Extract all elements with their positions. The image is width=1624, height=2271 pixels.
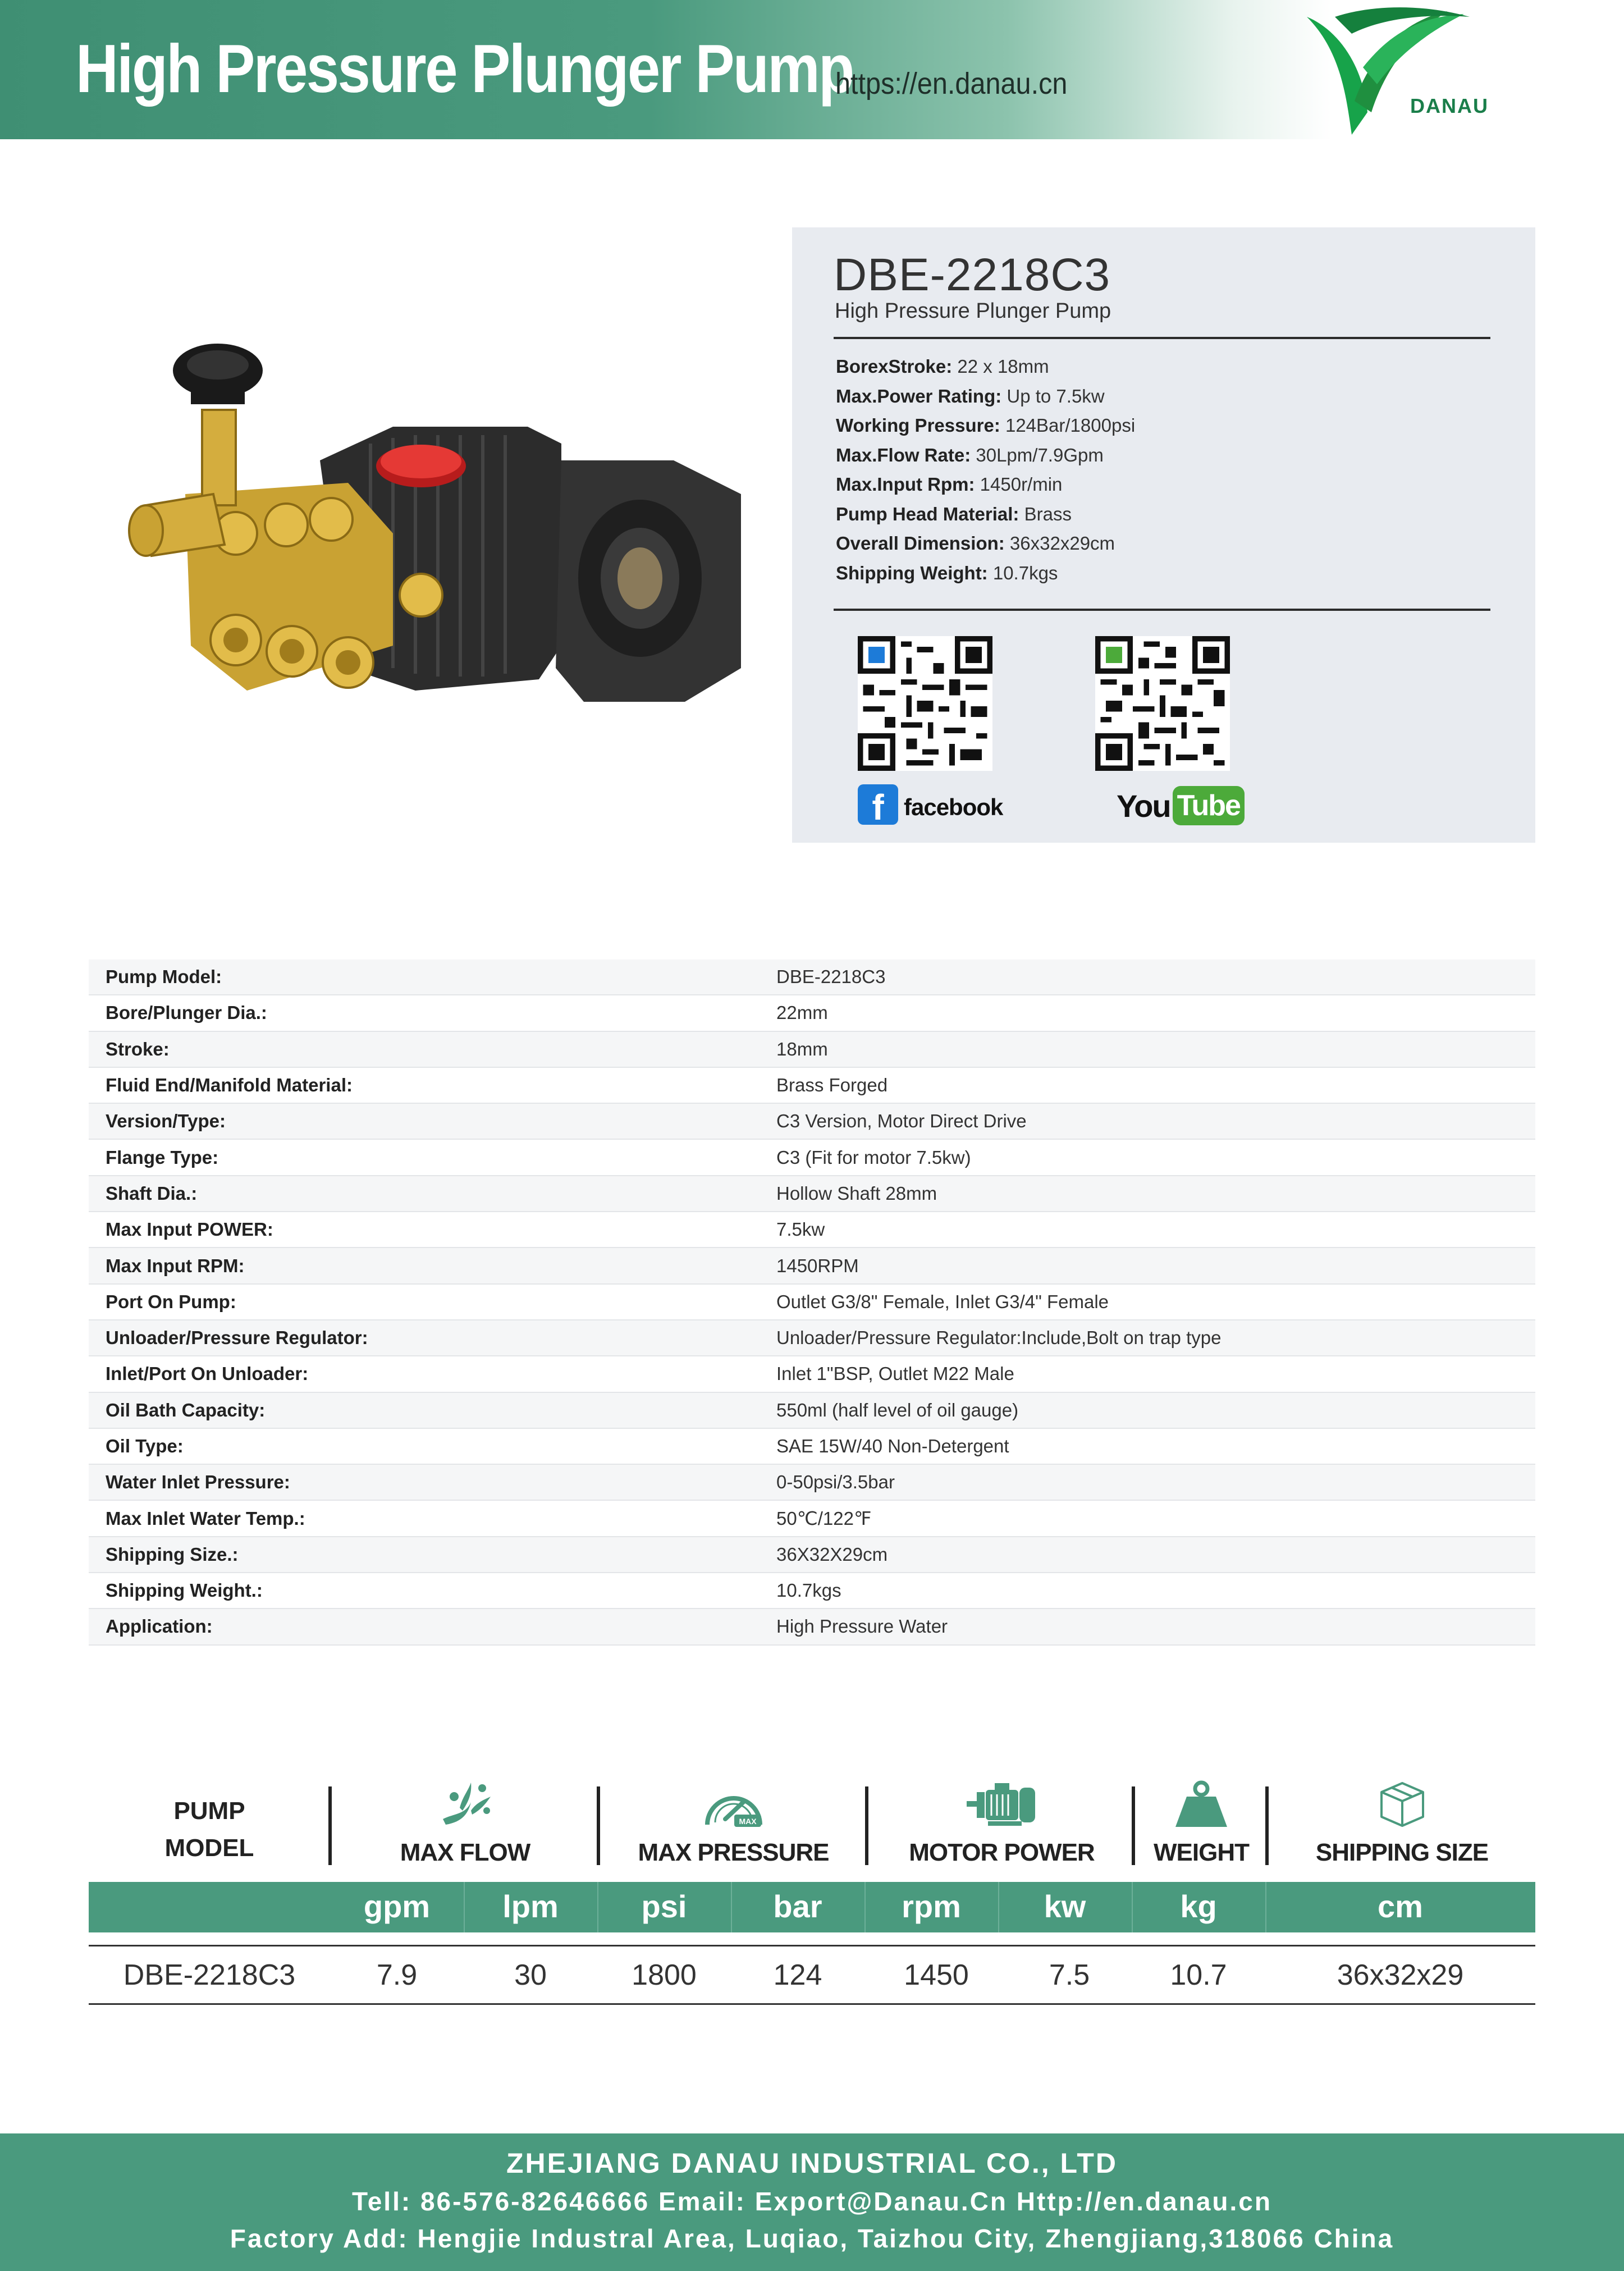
- divider: [834, 609, 1490, 611]
- factory-address: Factory Add: Hengjie Industral Area, Luqiao, Taizhou City, Zhengjiang,318066 China: [230, 2224, 1394, 2253]
- unit-psi: psi: [641, 1889, 687, 1924]
- model-subtitle: High Pressure Plunger Pump: [835, 299, 1111, 323]
- table-row: Shaft Dia.: Hollow Shaft 28mm: [89, 1176, 1535, 1212]
- table-row: Stroke: 18mm: [89, 1032, 1535, 1068]
- pump-photo: [79, 331, 752, 735]
- table-row: Unloader/Pressure Regulator: Unloader/Pressure Regulator:Include,Bolt on trap type: [89, 1320, 1535, 1356]
- table-row: Shipping Size.: 36X32X29cm: [89, 1537, 1535, 1573]
- youtube-link[interactable]: [1117, 783, 1245, 828]
- summary-kg: 10.7: [1170, 1959, 1227, 1991]
- page-title: High Pressure Plunger Pump: [76, 30, 853, 107]
- table-row: Pump Model: DBE-2218C3: [89, 959, 1535, 995]
- water-splash-icon: [437, 1780, 493, 1828]
- table-row: Water Inlet Pressure: 0-50psi/3.5bar: [89, 1465, 1535, 1501]
- table-row: Oil Bath Capacity: 550ml (half level of oil gauge): [89, 1393, 1535, 1429]
- logo-text: DANAU: [1410, 94, 1489, 117]
- unit-kg: kg: [1180, 1889, 1217, 1924]
- divider: [834, 337, 1490, 339]
- table-row: Inlet/Port On Unloader: Inlet 1"BSP, Outlet M22 Male: [89, 1356, 1535, 1392]
- youtube-qr-code[interactable]: [1095, 636, 1230, 771]
- pressure-gauge-icon: [703, 1780, 765, 1828]
- header-max-pressure: MAX MAX PRESSURE: [600, 1780, 867, 1867]
- unit-cm: cm: [1378, 1889, 1423, 1924]
- summary-psi: 1800: [632, 1959, 697, 1991]
- summary-rpm: 1450: [904, 1959, 969, 1991]
- table-row: Max Input POWER: 7.5kw: [89, 1212, 1535, 1248]
- facebook-link[interactable]: [858, 782, 1003, 827]
- unit-rpm: rpm: [902, 1889, 961, 1924]
- unit-bar: bar: [773, 1889, 822, 1924]
- table-row: Max Inlet Water Temp.: 50℃/122℉: [89, 1501, 1535, 1537]
- header-max-flow: MAX FLOW: [332, 1780, 598, 1867]
- summary-gpm: 7.9: [376, 1959, 418, 1991]
- summary-kw: 7.5: [1049, 1959, 1090, 1991]
- summary-bar: 124: [773, 1959, 822, 1991]
- contact-info: Tell: 86-576-82646666 Email: Export@Danau.Cn Http://en.danau.cn: [352, 2187, 1272, 2216]
- key-specs: [836, 352, 1481, 588]
- table-row: Fluid End/Manifold Material: Brass Forged: [89, 1068, 1535, 1104]
- spec-power: Max.Power Rating: Up to 7.5kw: [836, 385, 1105, 406]
- table-row: Flange Type: C3 (Fit for motor 7.5kw): [89, 1140, 1535, 1176]
- table-row: Oil Type: SAE 15W/40 Non-Detergent: [89, 1429, 1535, 1465]
- spec-dimension: Overall Dimension: 36x32x29cm: [836, 533, 1115, 554]
- summary-header: [89, 1780, 1535, 1875]
- unit-kw: kw: [1044, 1889, 1086, 1924]
- unit-lpm: lpm: [502, 1889, 559, 1924]
- table-row: Bore/Plunger Dia.: 22mm: [89, 995, 1535, 1031]
- youtube-logo-tube: Tube: [1173, 786, 1245, 825]
- facebook-icon: f: [858, 784, 898, 825]
- motor-icon: [966, 1780, 1039, 1828]
- table-row: Shipping Weight.: 10.7kgs: [89, 1573, 1535, 1609]
- units-bar: [89, 1882, 1535, 1932]
- summary-cm: 36x32x29: [1337, 1959, 1464, 1991]
- company-name: ZHEJIANG DANAU INDUSTRIAL CO., LTD: [506, 2147, 1118, 2179]
- package-box-icon: [1377, 1780, 1428, 1828]
- header-shipping-size: SHIPPING SIZE: [1269, 1780, 1535, 1867]
- weight-icon: [1173, 1780, 1229, 1828]
- facebook-qr-code[interactable]: [858, 636, 992, 771]
- summary-model: DBE-2218C3: [123, 1959, 296, 1991]
- youtube-logo-you: You: [1117, 788, 1170, 824]
- model-number: DBE-2218C3: [834, 249, 1111, 300]
- facebook-label: facebook: [904, 794, 1003, 820]
- table-row: Max Input RPM: 1450RPM: [89, 1248, 1535, 1284]
- header-pump-model: PUMP MODEL: [164, 1797, 254, 1862]
- spec-flow: Max.Flow Rate: 30Lpm/7.9Gpm: [836, 444, 1104, 465]
- spec-pressure: Working Pressure: 124Bar/1800psi: [836, 415, 1136, 436]
- unit-gpm: gpm: [363, 1889, 431, 1924]
- row-border: [89, 2003, 1535, 2005]
- table-row: Version/Type: C3 Version, Motor Direct Drive: [89, 1104, 1535, 1140]
- spec-weight: Shipping Weight: 10.7kgs: [836, 562, 1058, 583]
- header-motor-power: MOTOR POWER: [868, 1780, 1135, 1867]
- table-row: Application: High Pressure Water: [89, 1609, 1535, 1645]
- product-info-panel: [792, 227, 1535, 843]
- specification-table: [89, 959, 1535, 1646]
- header-weight: WEIGHT: [1135, 1780, 1268, 1867]
- summary-lpm: 30: [514, 1959, 547, 1991]
- spec-rpm: Max.Input Rpm: 1450r/min: [836, 474, 1063, 495]
- footer: [0, 2133, 1624, 2271]
- gauge-label: MAX: [738, 1817, 757, 1826]
- website-link[interactable]: https://en.danau.cn: [835, 67, 1068, 100]
- spec-head-material: Pump Head Material: Brass: [836, 503, 1072, 524]
- danau-logo: [1301, 0, 1503, 139]
- row-border: [89, 1945, 1535, 1946]
- table-row: Port On Pump: Outlet G3/8" Female, Inlet G3/4" Female: [89, 1285, 1535, 1320]
- spec-bore-stroke: BorexStroke: 22 x 18mm: [836, 356, 1049, 377]
